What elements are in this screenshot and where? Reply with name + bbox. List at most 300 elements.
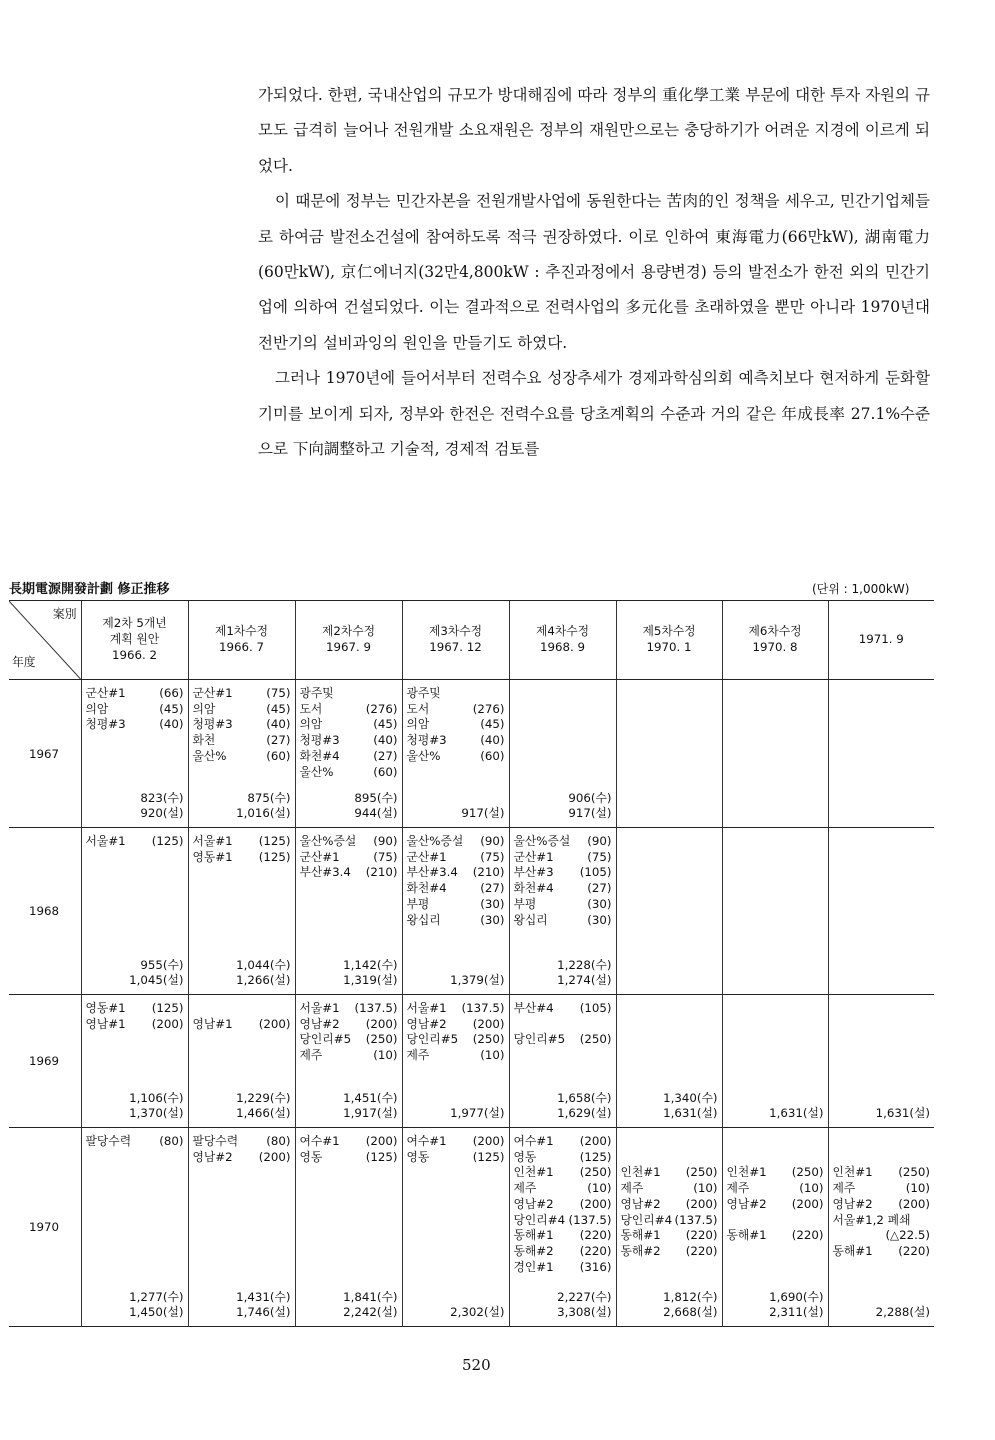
column-header — [509, 601, 616, 680]
plant-capacity: (60) — [266, 748, 291, 763]
plant-capacity: (137.5) — [568, 1212, 612, 1227]
capacity-total: 895(수) — [354, 790, 398, 805]
column-header-line: 1967. 12 — [429, 640, 482, 654]
plant-name: 서울#1,2 폐쇄 — [832, 1212, 911, 1227]
capacity-total: 1,142(수) — [343, 957, 398, 972]
plan-cell — [616, 995, 722, 1128]
plant-capacity: (60) — [373, 764, 398, 779]
table-row — [9, 828, 934, 995]
plant-entry — [514, 1181, 612, 1197]
plant-name: 화천#4 — [513, 881, 554, 896]
plant-capacity: (80) — [159, 1134, 184, 1148]
plant-entry — [514, 850, 612, 866]
plant-entry — [727, 1228, 824, 1244]
plant-entry — [833, 1134, 931, 1150]
plant-name: 당인리#5 — [513, 1032, 566, 1047]
plant-name — [833, 1134, 837, 1150]
capacity-total: 823(수) — [140, 790, 184, 805]
plant-name: 여수#1 — [299, 1134, 340, 1148]
capacity-total: 1,016(설) — [236, 806, 291, 821]
column-header-line: 1968. 9 — [539, 640, 586, 654]
plant-entry — [300, 733, 398, 749]
plant-name: 의암 — [299, 717, 323, 732]
capacity-total: 1,045(설) — [129, 973, 184, 988]
plant-entry — [300, 1150, 398, 1166]
plant-capacity: (90) — [587, 834, 612, 848]
plant-name: 울산%증설 — [299, 834, 357, 848]
capacity-total: 1,379(설) — [450, 973, 505, 988]
capacity-total: 2,242(설) — [343, 1305, 398, 1320]
plant-capacity: (27) — [587, 881, 612, 896]
plant-capacity: (10) — [480, 1048, 505, 1063]
plant-capacity: (250) — [579, 1165, 612, 1180]
plan-cell — [295, 680, 402, 828]
plant-name: 당인리#4 — [620, 1212, 673, 1227]
plant-entry — [514, 1228, 612, 1244]
plant-entry — [193, 1017, 291, 1033]
plant-capacity: (30) — [480, 896, 505, 911]
plant-name: 팔당수력 — [85, 1134, 132, 1148]
plan-cell — [828, 1128, 934, 1327]
plant-capacity: (105) — [579, 1001, 612, 1015]
plant-entry — [514, 834, 612, 850]
plant-name: 서울#1 — [406, 1001, 447, 1015]
column-header-line: 계획 원안 — [109, 632, 160, 647]
plant-entry — [193, 749, 291, 765]
capacity-total: 3,308(설) — [557, 1305, 612, 1320]
header-row — [9, 601, 934, 680]
plant-capacity: (200) — [898, 1196, 930, 1211]
plant-capacity: (10) — [799, 1181, 824, 1196]
plan-cell — [188, 680, 295, 828]
plant-name: 울산% — [299, 764, 334, 779]
plant-capacity: (10) — [693, 1181, 718, 1196]
plant-name: 제주 — [406, 1048, 430, 1063]
plant-entry — [514, 1001, 612, 1017]
plant-name: 부산#3.4 — [299, 865, 351, 880]
plan-revision-table — [9, 600, 934, 1327]
plant-name: 부산#4 — [513, 1001, 554, 1015]
plant-name: 제주 — [299, 1048, 323, 1063]
column-header — [402, 601, 509, 680]
plant-name: 영남#2 — [832, 1196, 873, 1211]
plant-name: 영동#1 — [192, 849, 233, 864]
plant-capacity: (90) — [480, 834, 505, 848]
plant-entry — [193, 717, 291, 733]
plant-capacity: (200) — [579, 1134, 612, 1148]
capacity-total: 1,274(설) — [557, 973, 612, 988]
plant-capacity: (27) — [266, 733, 291, 748]
plan-cell — [295, 828, 402, 995]
plant-capacity: (220) — [579, 1228, 612, 1243]
plant-capacity: (27) — [480, 881, 505, 896]
plant-entry — [407, 1150, 505, 1166]
plan-cell — [188, 828, 295, 995]
plant-capacity: (250) — [685, 1165, 718, 1180]
plant-capacity: (45) — [266, 701, 291, 716]
plant-capacity: (276) — [472, 701, 505, 716]
column-header-line: 제2차 5개년 — [102, 616, 167, 631]
plant-capacity: (75) — [266, 686, 291, 700]
plant-entry — [514, 1197, 612, 1213]
plant-capacity: (10) — [905, 1181, 930, 1196]
column-header — [188, 601, 295, 680]
plant-capacity: (200) — [579, 1196, 612, 1211]
plant-capacity: (137.5) — [461, 1001, 505, 1015]
plan-cell — [402, 680, 509, 828]
capacity-total: 920(설) — [140, 806, 184, 821]
capacity-total: 1,044(수) — [236, 957, 291, 972]
corner-top-label: 案別 — [52, 607, 77, 621]
plant-capacity: (125) — [579, 1149, 612, 1164]
plant-entry — [300, 717, 398, 733]
plant-entry — [193, 1150, 291, 1166]
plant-capacity: (40) — [159, 717, 184, 732]
plant-entry — [86, 702, 184, 718]
plant-entry — [300, 686, 398, 702]
plant-entry — [193, 686, 291, 702]
plant-name — [727, 1150, 731, 1166]
plant-capacity: (200) — [685, 1196, 718, 1211]
plant-name: 제주 — [513, 1181, 537, 1196]
plant-entry — [407, 865, 505, 881]
column-header-line: 1971. 9 — [858, 632, 904, 647]
year-cell: 1967 — [29, 746, 60, 761]
plant-entry — [300, 1017, 398, 1033]
plant-name — [621, 1134, 625, 1150]
plant-name: 여수#1 — [406, 1134, 447, 1148]
plant-name: 당인리#5 — [406, 1032, 459, 1047]
plant-name: 제주 — [832, 1181, 856, 1196]
plant-capacity: (220) — [898, 1243, 930, 1258]
capacity-total: 1,631(설) — [663, 1106, 718, 1121]
capacity-total: 917(설) — [568, 806, 612, 821]
plant-capacity: (45) — [480, 717, 505, 732]
capacity-total: 1,450(설) — [129, 1305, 184, 1320]
plant-capacity: (30) — [587, 912, 612, 927]
column-header — [616, 601, 722, 680]
plant-entry — [300, 765, 398, 781]
plant-entry — [407, 1001, 505, 1017]
plant-entry — [407, 913, 505, 929]
plant-entry — [514, 1032, 612, 1048]
plant-name: 제주 — [726, 1181, 750, 1196]
plant-entry — [833, 1228, 931, 1244]
plant-name: 군산#1 — [513, 849, 554, 864]
plant-entry — [833, 1150, 931, 1166]
plant-capacity: (220) — [579, 1243, 612, 1258]
plant-name: 군산#1 — [85, 686, 126, 700]
page-number: 520 — [462, 1356, 491, 1374]
capacity-total: 1,977(설) — [450, 1106, 505, 1121]
plant-capacity: (200) — [258, 1016, 291, 1031]
plant-capacity: (137.5) — [674, 1212, 718, 1227]
plant-name: 영동 — [406, 1149, 430, 1164]
plant-name: 청평#3 — [299, 733, 340, 748]
capacity-total: 1,431(수) — [236, 1289, 291, 1304]
column-header-line: 제6차수정 — [748, 624, 802, 639]
plant-entry — [407, 834, 505, 850]
plant-entry — [514, 1150, 612, 1166]
plant-entry — [300, 834, 398, 850]
plan-cell — [188, 995, 295, 1128]
plant-entry — [300, 850, 398, 866]
plant-capacity: (220) — [685, 1228, 718, 1243]
plant-entry — [193, 834, 291, 850]
plant-capacity: (220) — [791, 1228, 824, 1243]
plant-name — [833, 1228, 837, 1244]
plant-name: 왕십리 — [406, 912, 441, 927]
plant-name: 동해#1 — [513, 1228, 554, 1243]
capacity-total: 1,841(수) — [343, 1289, 398, 1304]
plant-name: 영남#2 — [406, 1016, 447, 1031]
plant-capacity: (250) — [579, 1032, 612, 1047]
plant-name — [727, 1213, 731, 1229]
plan-cell — [616, 828, 722, 995]
plant-name: 도서 — [406, 701, 430, 716]
plant-entry — [621, 1134, 718, 1150]
plan-cell — [722, 1128, 828, 1327]
plant-entry — [727, 1150, 824, 1166]
plant-entry — [193, 1134, 291, 1150]
column-header-line: 1967. 9 — [325, 640, 372, 654]
plant-entry — [300, 865, 398, 881]
plant-capacity: (105) — [579, 865, 612, 880]
plant-name: 도서 — [299, 701, 323, 716]
plant-entry — [193, 733, 291, 749]
plant-entry — [193, 1001, 291, 1017]
plant-entry — [193, 850, 291, 866]
plant-capacity: (60) — [480, 748, 505, 763]
plant-entry — [407, 897, 505, 913]
plant-entry — [833, 1244, 931, 1260]
capacity-total: 2,302(설) — [450, 1305, 505, 1320]
table-row — [9, 995, 934, 1128]
plant-name: 경인#1 — [513, 1259, 554, 1274]
plant-entry — [514, 1213, 612, 1229]
plan-cell — [509, 995, 616, 1128]
plant-name: 여수#1 — [513, 1134, 554, 1148]
plant-entry — [86, 1001, 184, 1017]
plant-name: 영남#1 — [192, 1016, 233, 1031]
plant-capacity: (40) — [266, 717, 291, 732]
plant-entry — [407, 702, 505, 718]
plan-cell — [81, 995, 188, 1128]
plant-entry — [300, 1032, 398, 1048]
plant-capacity: (200) — [472, 1134, 505, 1148]
plant-entry — [621, 1228, 718, 1244]
plant-capacity: (200) — [472, 1016, 505, 1031]
plant-name: 영동 — [299, 1149, 323, 1164]
plant-entry — [621, 1165, 718, 1181]
plant-name: 인천#1 — [832, 1165, 873, 1180]
plant-name: 부산#3.4 — [406, 865, 458, 880]
plant-entry — [727, 1165, 824, 1181]
plant-name: 제주 — [620, 1181, 644, 1196]
capacity-total: 2,668(설) — [663, 1305, 718, 1320]
plant-capacity: (210) — [472, 865, 505, 880]
plant-capacity: (125) — [258, 834, 291, 848]
plant-entry — [407, 1048, 505, 1064]
plant-name: 팔당수력 — [192, 1134, 239, 1148]
plant-name: 군산#1 — [406, 849, 447, 864]
plant-name: 울산%증설 — [406, 834, 464, 848]
plant-entry — [833, 1197, 931, 1213]
column-header — [81, 601, 188, 680]
plant-name: 청평#3 — [85, 717, 126, 732]
column-header — [722, 601, 828, 680]
plan-cell — [81, 828, 188, 995]
plant-name: 울산%증설 — [513, 834, 571, 848]
plant-entry — [407, 1017, 505, 1033]
plant-entry — [86, 1017, 184, 1033]
plan-cell — [402, 828, 509, 995]
column-header-line: 제3차수정 — [428, 624, 483, 639]
plant-capacity: (200) — [791, 1196, 824, 1211]
capacity-total: 1,746(설) — [236, 1305, 291, 1320]
plant-name: 왕십리 — [513, 912, 548, 927]
capacity-total: 944(설) — [354, 806, 398, 821]
plant-entry — [86, 717, 184, 733]
capacity-total: 1,917(설) — [343, 1106, 398, 1121]
capacity-total: 2,227(수) — [557, 1289, 612, 1304]
capacity-total: 875(수) — [247, 790, 291, 805]
capacity-total: 1,658(수) — [557, 1090, 612, 1105]
plan-cell — [616, 680, 722, 828]
plant-name: 군산#1 — [299, 849, 340, 864]
plant-name: 서울#1 — [85, 834, 126, 848]
plant-entry — [621, 1197, 718, 1213]
plant-entry — [86, 1134, 184, 1150]
plant-capacity: (△22.5) — [885, 1228, 930, 1243]
column-header-line: 제2차수정 — [321, 624, 376, 639]
plant-entry — [833, 1165, 931, 1181]
plant-entry — [727, 1181, 824, 1197]
plant-capacity: (250) — [365, 1032, 398, 1047]
plant-name: 광주및 — [299, 686, 334, 700]
plant-name: 청평#3 — [192, 717, 233, 732]
plant-name: 광주및 — [406, 686, 441, 700]
plant-name: 인천#1 — [620, 1165, 661, 1180]
plan-cell — [509, 680, 616, 828]
plant-name: 동해#2 — [620, 1243, 661, 1258]
plant-name: 화천 — [192, 733, 216, 748]
plant-name: 영남#2 — [620, 1196, 661, 1211]
year-cell: 1968 — [29, 904, 60, 919]
column-header-line: 제1차수정 — [214, 624, 269, 639]
plant-entry — [407, 733, 505, 749]
plant-name: 당인리#4 — [513, 1212, 566, 1227]
capacity-total: 1,629(설) — [557, 1106, 612, 1121]
plan-cell — [509, 828, 616, 995]
plant-entry — [514, 1017, 612, 1033]
plant-entry — [407, 686, 505, 702]
plant-entry — [727, 1197, 824, 1213]
column-header — [828, 601, 934, 680]
plant-capacity: (40) — [373, 733, 398, 748]
plant-capacity: (40) — [480, 733, 505, 748]
plant-entry — [193, 702, 291, 718]
plant-name: 영남#2 — [192, 1149, 233, 1164]
paragraph-1: 가되었다. 한편, 국내산업의 규모가 방대해짐에 따라 정부의 重化學工業 부문에 대한 투자 자원의 규모도 급격히 늘어나 전원개발 소요재원은 정부의 재원만으로는 충당하기가 어려운 지경에 이르게 되었다. — [258, 86, 930, 175]
plant-capacity: (276) — [365, 701, 398, 716]
plant-capacity: (75) — [373, 849, 398, 864]
plan-cell — [81, 680, 188, 828]
column-header — [295, 601, 402, 680]
corner-bottom-label: 年度 — [12, 655, 36, 670]
plant-name: 서울#1 — [299, 1001, 340, 1015]
plant-capacity: (125) — [472, 1149, 505, 1164]
column-header-line: 1966. 7 — [218, 640, 265, 654]
plan-cell — [402, 1128, 509, 1327]
plant-name: 영동 — [513, 1149, 537, 1164]
plant-entry — [514, 881, 612, 897]
plant-capacity: (316) — [579, 1259, 612, 1274]
plant-entry — [833, 1213, 931, 1229]
plant-name: 부산#3 — [513, 865, 554, 880]
plant-capacity: (250) — [898, 1165, 930, 1180]
plant-name: 울산% — [192, 748, 227, 763]
plant-name: 화천#4 — [299, 748, 340, 763]
plant-name — [193, 1001, 197, 1017]
plant-name: 당인리#5 — [299, 1032, 352, 1047]
plant-capacity: (200) — [151, 1016, 184, 1031]
column-header-line: 1970. 8 — [752, 640, 798, 654]
plant-entry — [514, 1134, 612, 1150]
plant-name — [621, 1150, 625, 1166]
capacity-total: 906(수) — [568, 790, 612, 805]
plant-capacity: (10) — [587, 1181, 612, 1196]
capacity-total: 917(설) — [461, 806, 505, 821]
plant-entry — [621, 1213, 718, 1229]
plant-name: 동해#1 — [726, 1228, 767, 1243]
paragraph-2: 이 때문에 정부는 민간자본을 전원개발사업에 동원한다는 苦肉的인 정책을 세우고, 민간기업체들로 하여금 발전소건설에 참여하도록 적극 권장하였다. 이로 인하여 東海電力(66만kW), 湖南電力(60만kW), 京仁에너지(32만4,800kW : 추진과정에서 용량변경) 등의 발전소가 한전 외의 민간기업에 의하여 건설되었다. 이는 결과적으로 전력사업의 多元化를 초래하였을 뿐만 아니라 1970년대 전반기의 설비과잉의 원인을 만들기도 하였다. — [258, 192, 930, 352]
plant-name: 동해#1 — [620, 1228, 661, 1243]
capacity-total: 1,690(수) — [769, 1289, 824, 1304]
plant-entry — [300, 1048, 398, 1064]
plant-name: 인천#1 — [726, 1165, 767, 1180]
column-header-line: 1966. 2 — [111, 647, 158, 662]
capacity-total: 1,812(수) — [663, 1289, 718, 1304]
plant-capacity: (200) — [365, 1016, 398, 1031]
plant-capacity: (125) — [365, 1149, 398, 1164]
plant-entry — [407, 1134, 505, 1150]
plant-name: 인천#1 — [513, 1165, 554, 1180]
plant-entry — [833, 1181, 931, 1197]
capacity-total: 1,106(수) — [129, 1090, 184, 1105]
table-row — [9, 1128, 934, 1327]
plant-entry — [407, 850, 505, 866]
table-unit: (단위 : 1,000kW) — [812, 582, 910, 596]
plan-cell — [402, 995, 509, 1128]
plant-capacity: (66) — [159, 686, 184, 700]
plan-cell — [188, 1128, 295, 1327]
corner-cell — [9, 601, 81, 680]
plant-entry — [300, 749, 398, 765]
plan-cell — [722, 995, 828, 1128]
plan-cell — [295, 1128, 402, 1327]
plant-entry — [727, 1134, 824, 1150]
year-cell: 1970 — [29, 1220, 60, 1235]
plant-name: 부평 — [406, 896, 430, 911]
plan-cell — [722, 828, 828, 995]
capacity-total: 1,266(설) — [236, 973, 291, 988]
capacity-total: 2,311(설) — [769, 1305, 824, 1320]
plant-name: 영남#2 — [299, 1016, 340, 1031]
plant-entry — [407, 1032, 505, 1048]
plan-cell — [616, 1128, 722, 1327]
plant-name: 영남#2 — [513, 1196, 554, 1211]
